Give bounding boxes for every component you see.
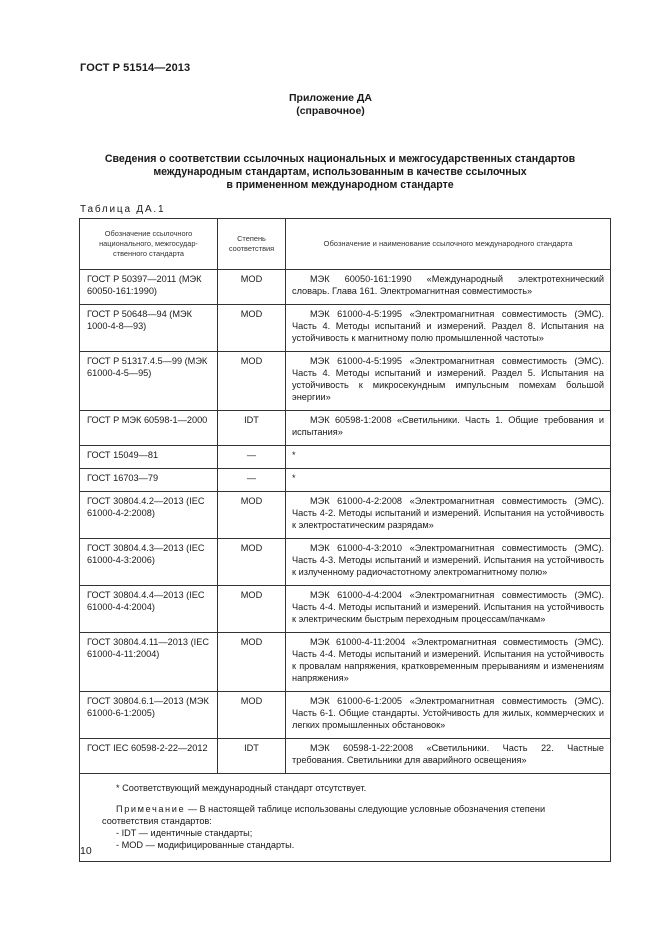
table-caption: Таблица ДА.1 — [80, 204, 166, 215]
national-standard-cell: ГОСТ 30804.4.4—2013 (IEC 61000-4-4:2004) — [80, 586, 218, 633]
table-row — [80, 446, 611, 469]
note-item-mod: - MOD — модифицированные стандарты. — [116, 840, 295, 850]
degree-cell: MOD — [218, 305, 286, 352]
international-standard-cell: МЭК 60050-161:1990 «Международный электротехнический словарь. Глава 161. Электромагнитная совместимость» — [286, 270, 611, 305]
national-standard-cell: ГОСТ Р 50648—94 (МЭК 1000-4-8—93) — [80, 305, 218, 352]
international-standard-cell: МЭК 61000-4-2:2008 «Электромагнитная совместимость (ЭМС). Часть 4-2. Методы испытаний и измерений. Испытания на устойчивость к электростатическим разрядам» — [286, 492, 611, 539]
table-row — [80, 492, 611, 539]
national-standard-cell: ГОСТ 15049—81 — [80, 446, 218, 469]
international-standard-cell: * — [286, 446, 611, 469]
heading-line-2: международным стандартам, использованным в качестве ссылочных — [153, 166, 527, 178]
table-row — [80, 469, 611, 492]
table-footer-cell — [80, 774, 611, 862]
annex-title: Приложение ДА — [289, 92, 372, 104]
national-standard-cell: ГОСТ Р 51317.4.5—99 (МЭК 61000-4-5—95) — [80, 352, 218, 411]
table-row — [80, 739, 611, 774]
international-standard-cell: МЭК 61000-4-4:2004 «Электромагнитная совместимость (ЭМС). Часть 4-4. Методы испытаний и измерений. Испытания на устойчивость к электрическим быстрым переходным процессам/пачкам» — [286, 586, 611, 633]
degree-cell: MOD — [218, 492, 286, 539]
page-number: 10 — [80, 845, 92, 857]
national-standard-cell: ГОСТ Р 50397—2011 (МЭК 60050-161:1990) — [80, 270, 218, 305]
correspondence-table — [79, 218, 611, 862]
international-standard-cell: МЭК 60598-1:2008 «Светильники. Часть 1. Общие требования и испытания» — [286, 411, 611, 446]
annex-subtitle: (справочное) — [296, 105, 365, 117]
degree-cell: IDT — [218, 739, 286, 774]
table-row — [80, 411, 611, 446]
note-item-idt: - IDT — идентичные стандарты; — [116, 828, 253, 838]
table-row — [80, 305, 611, 352]
table-header-row — [80, 219, 611, 270]
degree-cell: IDT — [218, 411, 286, 446]
national-standard-cell: ГОСТ Р МЭК 60598-1—2000 — [80, 411, 218, 446]
table-footnote: * Соответствующий международный стандарт отсутствует. — [116, 783, 367, 793]
header-degree: Степень соответствия — [218, 219, 286, 270]
degree-cell: MOD — [218, 586, 286, 633]
section-heading — [60, 153, 620, 192]
national-standard-cell: ГОСТ 30804.4.2—2013 (IEC 61000-4-2:2008) — [80, 492, 218, 539]
national-standard-cell: ГОСТ 16703—79 — [80, 469, 218, 492]
table-note — [102, 803, 600, 827]
international-standard-cell: МЭК 61000-6-1:2005 «Электромагнитная совместимость (ЭМС). Часть 6-1. Общие стандарты. Устойчивость для жилых, коммерческих и легких промышленных обстановок» — [286, 692, 611, 739]
header-national-standard: Обозначение ссылочного национального, межгосудар-ственного стандарта — [80, 219, 218, 270]
table-row — [80, 539, 611, 586]
degree-cell: MOD — [218, 692, 286, 739]
table-row — [80, 586, 611, 633]
international-standard-cell: * — [286, 469, 611, 492]
degree-cell: — — [218, 469, 286, 492]
annex-header — [0, 92, 661, 118]
document-code: ГОСТ Р 51514—2013 — [80, 62, 191, 74]
heading-line-1: Сведения о соответствии ссылочных национальных и межгосударственных стандартов — [104, 153, 576, 165]
international-standard-cell: МЭК 60598-1-22:2008 «Светильники. Часть 22. Частные требования. Светильники для аварийного освещения» — [286, 739, 611, 774]
header-international-standard: Обозначение и наименование ссылочного международного стандарта — [286, 219, 611, 270]
international-standard-cell: МЭК 61000-4-3:2010 «Электромагнитная совместимость (ЭМС). Часть 4-3. Методы испытаний и измерений. Испытания на устойчивость к излученному радиочастотному электромагнитному полю» — [286, 539, 611, 586]
table-row — [80, 692, 611, 739]
international-standard-cell: МЭК 61000-4-5:1995 «Электромагнитная совместимость (ЭМС). Часть 4. Методы испытаний и измерений. Раздел 5. Испытания на устойчивость к микросекундным импульсным помехам большой энергии» — [286, 352, 611, 411]
heading-line-3: в примененном международном стандарте — [226, 179, 454, 191]
degree-cell: MOD — [218, 270, 286, 305]
international-standard-cell: МЭК 61000-4-11:2004 «Электромагнитная совместимость (ЭМС). Часть 4-4. Методы испытаний и измерений. Испытания на устойчивость к провалам напряжения, кратковременным прерываниям и изменениям напряжения» — [286, 633, 611, 692]
correspondence-table-wrap — [79, 218, 610, 862]
table-row — [80, 270, 611, 305]
table-row — [80, 352, 611, 411]
national-standard-cell: ГОСТ 30804.6.1—2013 (МЭК 61000-6-1:2005) — [80, 692, 218, 739]
degree-cell: MOD — [218, 352, 286, 411]
international-standard-cell: МЭК 61000-4-5:1995 «Электромагнитная совместимость (ЭМС). Часть 4. Методы испытаний и измерений. Раздел 8. Испытания на устойчивость к магнитному полю промышленной частоты» — [286, 305, 611, 352]
note-label: Примечание — [116, 804, 186, 814]
table-body — [80, 270, 611, 774]
national-standard-cell: ГОСТ 30804.4.3—2013 (IEC 61000-4-3:2006) — [80, 539, 218, 586]
degree-cell: MOD — [218, 539, 286, 586]
table-footer-row — [80, 774, 611, 862]
degree-cell: MOD — [218, 633, 286, 692]
national-standard-cell: ГОСТ 30804.4.11—2013 (IEC 61000-4-11:2004) — [80, 633, 218, 692]
national-standard-cell: ГОСТ IEC 60598-2-22—2012 — [80, 739, 218, 774]
table-row — [80, 633, 611, 692]
degree-cell: — — [218, 446, 286, 469]
note-text: — В настоящей таблице использованы следующие условные обозначения степени соответствия стандартов: — [102, 804, 546, 826]
